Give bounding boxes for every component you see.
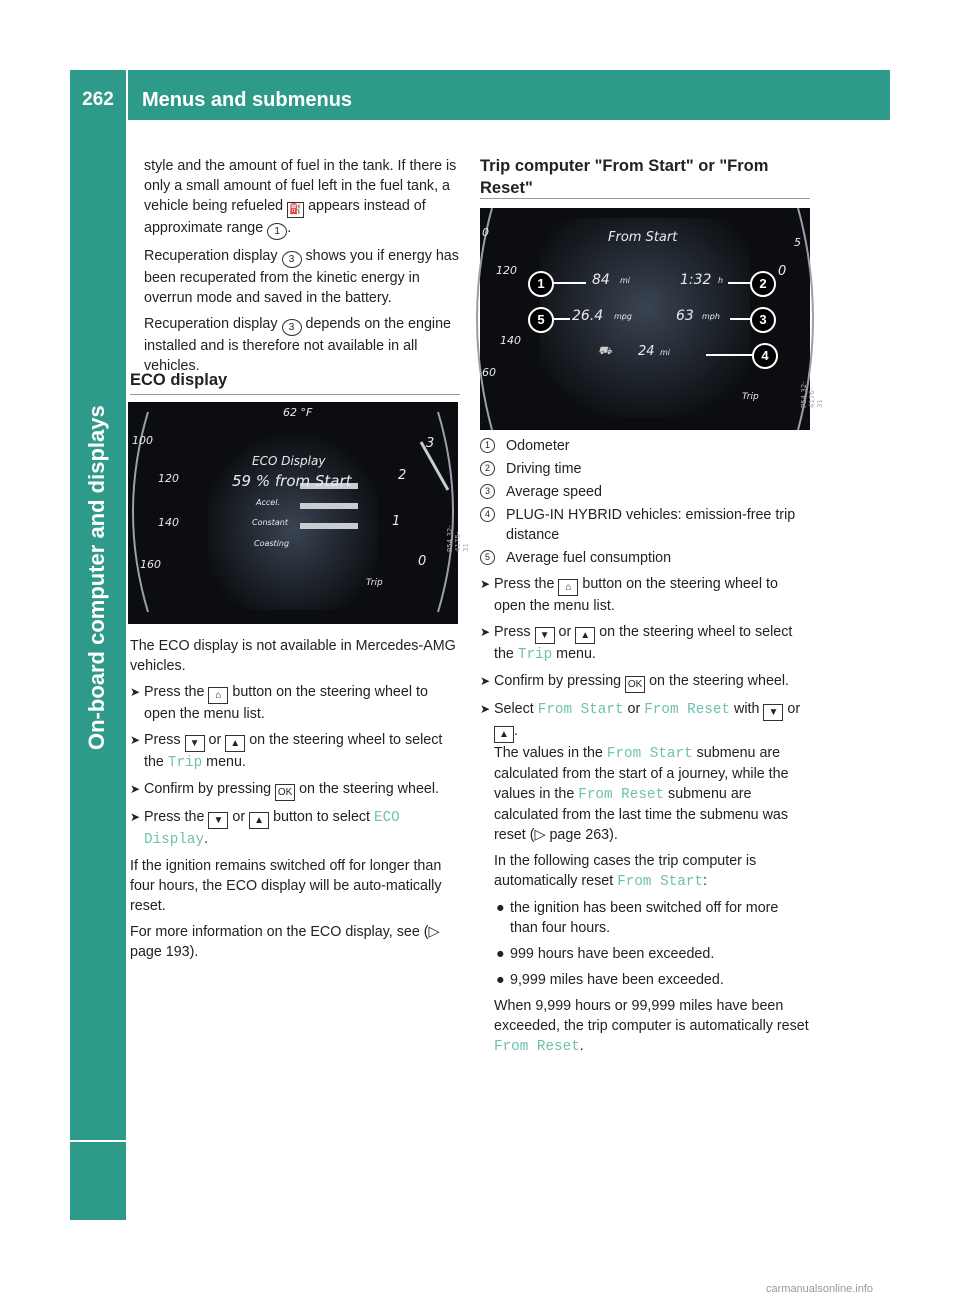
bullet-icon: ● (496, 946, 505, 962)
instruction-step (480, 671, 810, 693)
left-tick-label: 100 (132, 434, 153, 447)
eco-row-label: Constant (252, 518, 288, 527)
step-text: or (558, 624, 572, 640)
driving-time-value: 1:32 (680, 272, 712, 288)
unit-label: mph (702, 312, 720, 321)
menu-name: Trip (517, 647, 553, 663)
callout-4: 4 (752, 343, 778, 369)
down-button-icon: ▼ (185, 735, 205, 752)
up-button-icon: ▲ (494, 726, 514, 743)
trip-instructions (480, 436, 810, 1063)
bullet-text: 999 hours have been exceeded. (510, 946, 715, 962)
step-text: The values in the (494, 745, 603, 761)
trip-screen-title: From Start (608, 230, 678, 245)
left-tick-label: 0 (482, 226, 489, 239)
right-tick-label: 0 (418, 554, 427, 569)
step-text: submenu are calculated from the last time the submenu was reset (▷ page 263). (494, 786, 789, 843)
home-button-icon: ⌂ (208, 687, 228, 704)
paragraph-text: shows you if energy has been recuperated from the kinetic energy in overrun mode and saved in the battery. (144, 248, 459, 306)
sidebar-divider (70, 1140, 126, 1142)
step-text: or (232, 809, 246, 825)
right-tick-label: 2 (398, 468, 407, 483)
step-text: Press (144, 732, 181, 748)
legend-item (480, 459, 810, 479)
legend-number: 1 (480, 438, 495, 453)
menu-name: Trip (167, 755, 203, 771)
home-button-icon: ⌂ (558, 579, 578, 596)
up-button-icon: ▲ (225, 735, 245, 752)
menu-name: From Start (606, 746, 693, 762)
step-arrow-icon: ➤ (480, 625, 491, 639)
trip-computer-image (480, 208, 824, 430)
legend-number: 2 (480, 461, 495, 476)
down-button-icon: ▼ (535, 627, 555, 644)
paragraph-text: style and the amount of fuel in the tank. If there is only a small amount of fuel left in the fuel tank, a vehicle being refueled (144, 158, 457, 214)
callout-2: 2 (750, 271, 776, 297)
menu-name: ECO Display (144, 810, 400, 848)
watermark-footer: carmanualsonline.info (766, 1283, 874, 1295)
paragraph-text: Recuperation display (144, 248, 278, 264)
heading-rule (480, 198, 810, 199)
step-text: menu. (556, 646, 596, 662)
step-text: button on the steering wheel to open the menu list. (494, 576, 778, 614)
refuel-icon: ⛽ (287, 202, 304, 218)
eco-instructions (130, 636, 460, 968)
step-text: button on the steering wheel to open the menu list. (144, 684, 428, 722)
step-text: . (204, 831, 209, 847)
step-text: Confirm by pressing (494, 673, 622, 689)
eco-headline: 59 % from Start (232, 472, 352, 490)
bullet-item (494, 944, 810, 964)
step-text: Confirm by pressing (144, 781, 272, 797)
heading-rule (130, 394, 460, 395)
odometer-value: 84 (592, 272, 610, 288)
bullet-icon: ● (496, 900, 505, 916)
eco-more-info: For more information on the ECO display, see (▷ page 193). (130, 924, 440, 960)
bullet-item (494, 970, 810, 990)
page-title: Menus and submenus (142, 89, 353, 111)
legend-text: Odometer (506, 438, 570, 454)
eco-reset-note: If the ignition remains switched off for longer than four hours, the ECO display will be auto-matically reset. (130, 858, 442, 914)
step-text: Press the (144, 809, 205, 825)
legend-text: Driving time (506, 461, 582, 477)
header-separator (126, 70, 128, 120)
fuel-consumption-value: 26.4 (572, 308, 604, 324)
bullet-item (494, 898, 810, 938)
callout-ref-3: 3 (282, 251, 302, 268)
step-arrow-icon: ➤ (130, 733, 141, 747)
right-tick-label: 1 (392, 514, 401, 529)
ok-button-icon: OK (275, 784, 295, 801)
instruction-step (480, 699, 810, 1057)
paragraph-text: appears instead of approximate range (144, 198, 426, 236)
bullet-icon: ● (496, 972, 505, 988)
left-tick-label: 140 (158, 516, 179, 529)
eco-availability-note: The ECO display is not available in Mercedes-AMG vehicles. (130, 638, 456, 674)
right-tick-label: 3 (426, 436, 435, 451)
up-button-icon: ▲ (249, 812, 269, 829)
instruction-step (130, 807, 460, 850)
step-text: . (514, 723, 518, 739)
menu-name: From Start (617, 874, 703, 890)
callout-line (728, 282, 752, 284)
callout-5: 5 (528, 307, 554, 333)
legend-number: 3 (480, 484, 495, 499)
instruction-step (130, 682, 460, 724)
chapter-label: On-board computer and displays (84, 405, 109, 750)
step-text: When 9,999 hours or 99,999 miles have been exceeded, the trip computer is automatically reset (494, 998, 809, 1034)
legend-number: 5 (480, 550, 495, 565)
left-tick-label: 60 (482, 366, 496, 379)
step-text: with (734, 701, 760, 717)
callout-1: 1 (528, 271, 554, 297)
step-text: Select (494, 701, 534, 717)
legend-text: PLUG-IN HYBRID vehicles: emission-free trip distance (506, 507, 796, 543)
legend-number: 4 (480, 507, 495, 522)
emission-free-value: 24 (638, 344, 655, 359)
menu-name: From Reset (494, 1039, 580, 1055)
up-button-icon: ▲ (575, 627, 595, 644)
paragraph-recuperation (144, 246, 460, 308)
step-text: menu. (206, 754, 246, 770)
callout-line (730, 318, 752, 320)
trip-computer-heading: Trip computer "From Start" or "From Reset" (480, 157, 769, 197)
right-tick-label: 0 (778, 264, 787, 279)
callout-ref-3: 3 (282, 319, 302, 336)
step-text: Press the (494, 576, 555, 592)
paragraph-text: Recuperation display (144, 316, 278, 332)
bullet-text: 9,999 miles have been exceeded. (510, 972, 724, 988)
step-text: on the steering wheel. (299, 781, 439, 797)
step-text: button to select (273, 809, 371, 825)
menu-name: From Reset (578, 787, 665, 803)
intro-text (144, 156, 460, 382)
ok-button-icon: OK (625, 676, 645, 693)
legend-item (480, 436, 810, 456)
temperature-readout: 62 °F (283, 406, 313, 419)
left-tick-label: 120 (158, 472, 179, 485)
step-text: on the steering wheel to select the (144, 732, 443, 770)
unit-label: mi (620, 276, 631, 285)
eco-screen-title: ECO Display (252, 454, 326, 468)
step-text: : (702, 873, 707, 889)
legend-text: Average fuel consumption (506, 550, 672, 566)
step-arrow-icon: ➤ (130, 810, 141, 824)
instruction-step (130, 730, 460, 773)
average-speed-value: 63 (676, 308, 694, 324)
instruction-step (480, 622, 810, 665)
paragraph-range: style and the amount of fuel in the tank. If there is only a small amount of fuel left in the fuel tank, a vehicle being refueled ⛽ appears instead of approximate range 1 . (144, 156, 460, 240)
eco-car-icon: ⛟ (598, 344, 612, 357)
right-tick-label: 5 (794, 236, 801, 249)
instruction-step (130, 779, 460, 801)
eco-display-heading: ECO display (130, 371, 228, 389)
step-text: In the following cases the trip computer is automatically reset (494, 853, 757, 889)
step-detail (494, 743, 810, 845)
instrument-cluster-svg (128, 402, 458, 624)
callout-line (550, 282, 586, 284)
step-detail (494, 996, 810, 1057)
step-text: Press the (144, 684, 205, 700)
trip-label: Trip (742, 392, 759, 402)
paragraph-text: depends on the engine installed and is therefore not available in all vehicles. (144, 316, 451, 374)
step-arrow-icon: ➤ (130, 685, 141, 699)
unit-label: h (718, 276, 724, 285)
step-text: submenu are calculated from the start of a journey, while the values in the (494, 745, 789, 802)
left-tick-label: 160 (140, 558, 161, 571)
step-text: or (208, 732, 222, 748)
step-text: Press (494, 624, 531, 640)
legend-item (480, 505, 810, 545)
instruction-step (480, 574, 810, 616)
eco-display-image (128, 402, 470, 624)
trip-label: Trip (366, 578, 383, 588)
menu-name: From Start (537, 702, 624, 718)
step-text: on the steering wheel. (649, 673, 789, 689)
down-button-icon: ▼ (208, 812, 228, 829)
legend-item (480, 548, 810, 568)
step-arrow-icon: ➤ (130, 782, 141, 796)
step-text: . (579, 1038, 584, 1054)
step-arrow-icon: ➤ (480, 674, 491, 688)
callout-ref-1: 1 (267, 223, 287, 240)
legend-item (480, 482, 810, 502)
step-text: or (627, 701, 641, 717)
figure-code: P54.32-4176-31 (800, 381, 824, 408)
step-text: on the steering wheel to select the (494, 624, 793, 662)
step-arrow-icon: ➤ (480, 702, 491, 716)
left-tick-label: 120 (496, 264, 517, 277)
callout-3: 3 (750, 307, 776, 333)
eco-row-label: Coasting (254, 539, 290, 548)
step-detail (494, 851, 810, 892)
eco-row-label: Accel. (256, 498, 280, 507)
down-button-icon: ▼ (763, 704, 783, 721)
bullet-text: the ignition has been switched off for more than four hours. (510, 900, 779, 936)
figure-code: P54.32-4175-31 (446, 525, 470, 552)
callout-line (706, 354, 754, 356)
unit-label: mi (660, 348, 671, 357)
menu-name: From Reset (644, 702, 731, 718)
paragraph-recuperation-note (144, 314, 460, 376)
legend-text: Average speed (506, 484, 602, 500)
step-arrow-icon: ➤ (480, 577, 491, 591)
unit-label: mpg (614, 312, 632, 321)
left-tick-label: 140 (500, 334, 521, 347)
step-text: or (787, 701, 801, 717)
page-number: 262 (82, 89, 114, 110)
